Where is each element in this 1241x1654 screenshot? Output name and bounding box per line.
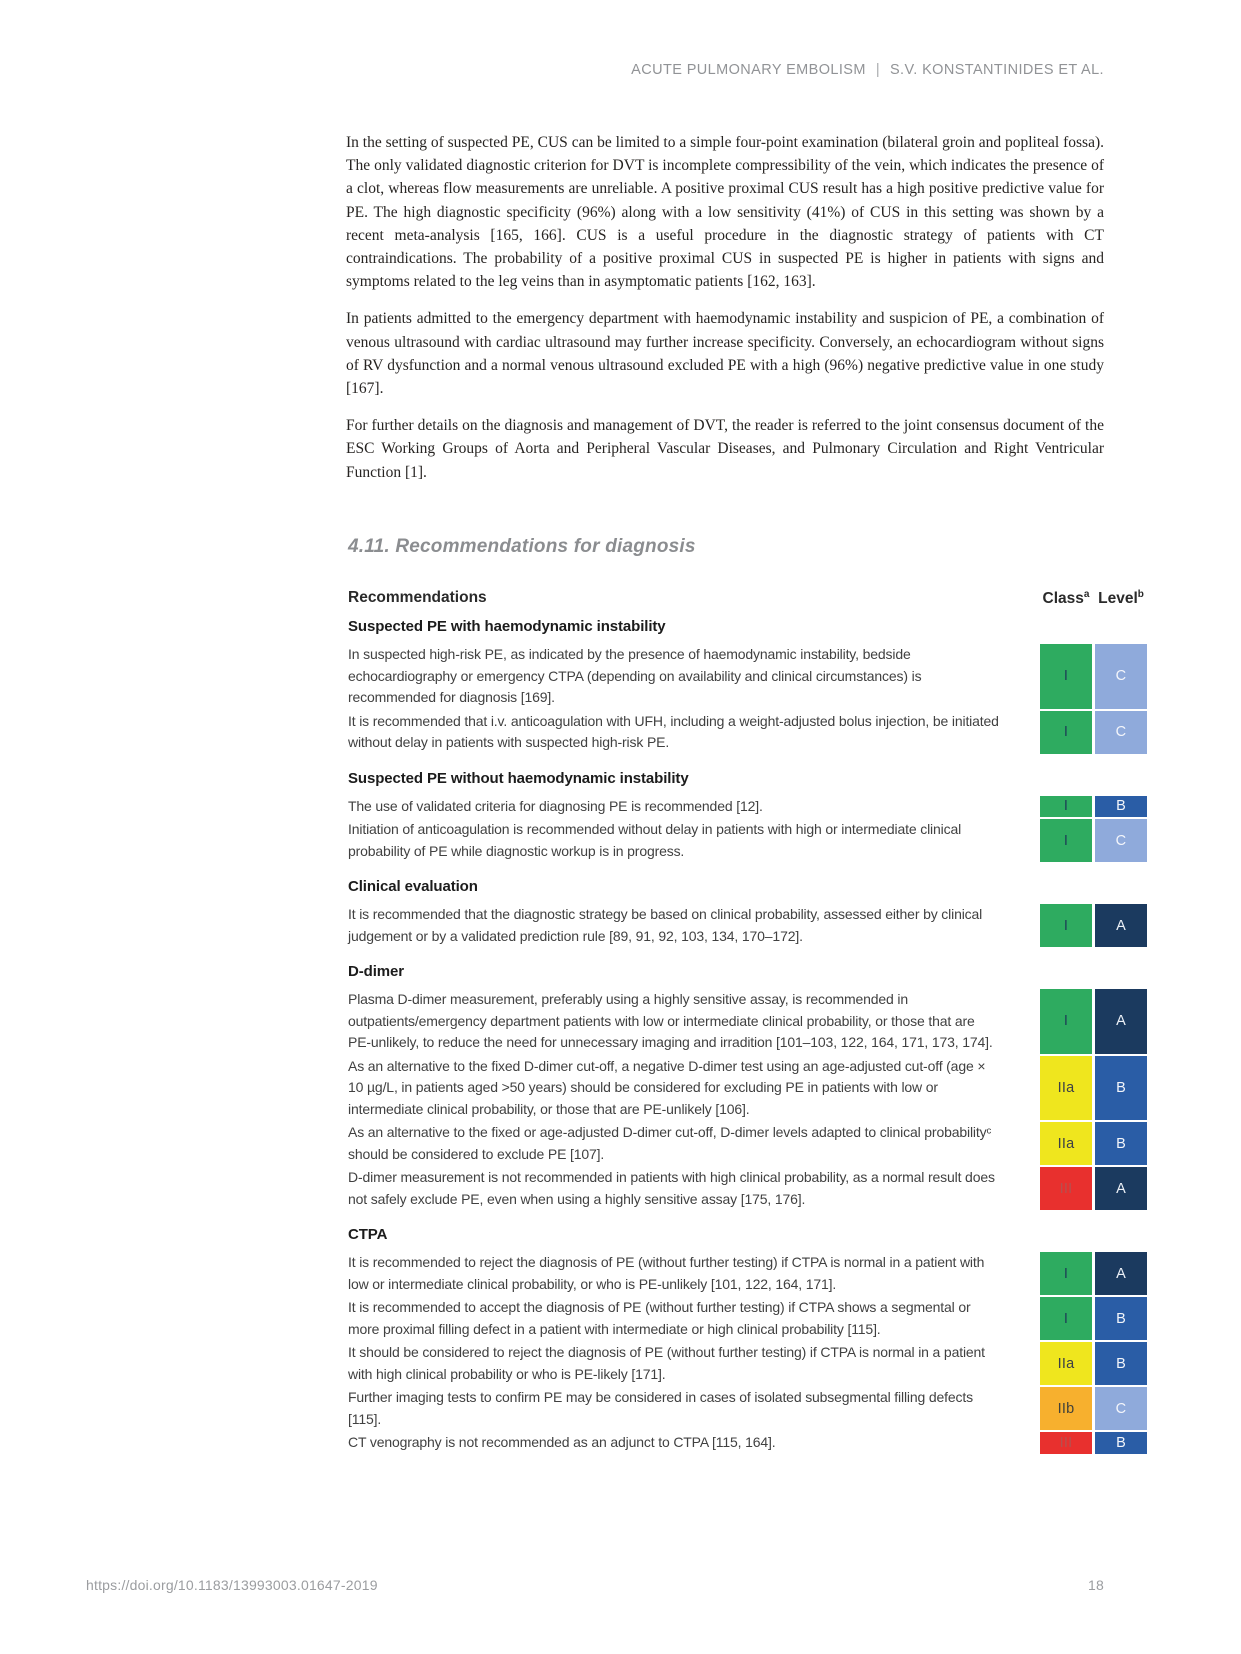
table-section-title: Clinical evaluation — [348, 878, 478, 896]
level-chip: C — [1095, 644, 1147, 709]
running-head-separator: | — [875, 62, 880, 78]
recommendation-text: It is recommended to accept the diagnosis of PE (without further testing) if CTPA shows a segmental or more proximal filling defect in a patient with intermediate or high clinical probability [115]. — [348, 1299, 971, 1337]
recommendation-text: Plasma D-dimer measurement, preferably using a highly sensitive assay, is recommended in outpatients/emergency department patients with low or intermediate clinical probability, or those that are PE-unlikely, to reduce the need for unnecessary imaging and irradition [101–103, 122, 164, 171, 173, 174]. — [348, 991, 993, 1051]
table-header-row — [348, 589, 1147, 608]
class-level-chips — [1040, 1122, 1147, 1165]
table-section-rows — [348, 1252, 1147, 1454]
page-footer — [86, 1577, 1104, 1593]
level-chip: B — [1095, 1056, 1147, 1121]
doi-link[interactable]: https://doi.org/10.1183/13993003.01647-2019 — [86, 1577, 378, 1593]
table-row — [348, 1387, 1147, 1430]
class-level-chips — [1040, 1252, 1147, 1295]
level-chip: C — [1095, 711, 1147, 754]
level-chip: B — [1095, 1432, 1147, 1454]
recommendation-text: As an alternative to the fixed D-dimer cut-off, a negative D-dimer test using an age-adjusted cut-off (age × 10 µg/L, in patients aged >50 years) should be considered for excluding PE in patients with low or intermediate clinical probability, or those that are PE-unlikely [106]. — [348, 1057, 986, 1117]
level-chip: A — [1095, 989, 1147, 1054]
class-chip: I — [1040, 1252, 1092, 1295]
table-row — [348, 1167, 1147, 1210]
class-level-chips — [1040, 819, 1147, 862]
class-chip: I — [1040, 1297, 1092, 1340]
class-chip: IIb — [1040, 1387, 1092, 1430]
column-header-level: Level$^b$ — [1098, 589, 1144, 608]
class-level-chips — [1040, 989, 1147, 1054]
class-chip: I — [1040, 904, 1092, 947]
class-chip: I — [1040, 711, 1092, 754]
class-chip: IIa — [1040, 1342, 1092, 1385]
recommendation-text: It is recommended that i.v. anticoagulation with UFH, including a weight-adjusted bolus injection, be initiated without delay in patients with suspected high-risk PE. — [348, 712, 999, 751]
class-level-chips — [1040, 1387, 1147, 1430]
recommendation-text: D-dimer measurement is not recommended in patients with high clinical probability, as a normal result does not safely exclude PE, even when using a highly sensitive assay [175, 176]. — [348, 1169, 995, 1207]
class-level-chips — [1040, 1432, 1147, 1454]
column-header-class: Class$^a$ — [1042, 589, 1090, 608]
level-chip: B — [1095, 1342, 1147, 1385]
class-level-chips — [1040, 1342, 1147, 1385]
class-chip: IIa — [1040, 1056, 1092, 1121]
table-row — [348, 1342, 1147, 1385]
table-section-rows — [348, 989, 1147, 1210]
table-section-title: Suspected PE with haemodynamic instability — [348, 618, 666, 636]
table-row — [348, 796, 1147, 818]
recommendation-text: In suspected high-risk PE, as indicated by the presence of haemodynamic instability, bedside echocardiography or emergency CTPA (depending on availability and clinical circumstances) is recommended for diagnosis [169]. — [348, 646, 922, 706]
class-level-chips — [1040, 1056, 1147, 1121]
class-chip: I — [1040, 796, 1092, 818]
paragraph: For further details on the diagnosis and management of DVT, the reader is referred to the joint consensus document of the ESC Working Groups of Aorta and Peripheral Vascular Diseases, and Pulmonary Circulation and Right Ventricular Function [1]. — [346, 417, 1104, 481]
level-chip: B — [1095, 796, 1147, 818]
level-chip: A — [1095, 1252, 1147, 1295]
paragraph: In the setting of suspected PE, CUS can be limited to a simple four-point examination (bilateral groin and popliteal fossa). The only validated diagnostic criterion for DVT is incomplete compressibility of the vein, which indicates the presence of a clot, whereas flow measurements are unreliable. A positive proximal CUS result has a high positive predictive value for PE. The high diagnostic specificity (96%) along with a low sensitivity (41%) of CUS in this setting was shown by a recent meta-analysis [165, 166]. CUS is a useful procedure in the diagnostic strategy of patients with CT contraindications. The probability of a positive proximal CUS in suspected PE is higher in patients with signs and symptoms related to the leg veins than in asymptomatic patients [162, 163]. — [346, 134, 1104, 291]
table-row — [348, 1122, 1147, 1165]
class-chip: I — [1040, 989, 1092, 1054]
class-chip: I — [1040, 644, 1092, 709]
class-footnote-marker: a — [1083, 589, 1090, 600]
class-chip: III — [1040, 1167, 1092, 1210]
recommendation-text: Initiation of anticoagulation is recommended without delay in patients with high or intermediate clinical probability of PE while diagnostic workup is in progress. — [348, 821, 962, 859]
table-row — [348, 1432, 1147, 1454]
recommendations-table — [348, 589, 1147, 1454]
column-header-recommendations: Recommendations — [348, 589, 487, 606]
recommendation-text: It is recommended that the diagnostic strategy be based on clinical probability, assessed either by clinical judgement or by a validated prediction rule [89, 91, 92, 103, 134, 170–172]. — [348, 906, 983, 944]
table-row — [348, 1297, 1147, 1340]
class-level-headers — [1040, 589, 1147, 608]
table-section-rows — [348, 644, 1147, 754]
level-chip: C — [1095, 1387, 1147, 1430]
class-level-chips — [1040, 1167, 1147, 1210]
level-chip: A — [1095, 1167, 1147, 1210]
running-head-title: ACUTE PULMONARY EMBOLISM — [631, 62, 866, 78]
table-section-rows — [348, 904, 1147, 947]
class-level-chips — [1040, 711, 1147, 754]
class-chip: III — [1040, 1432, 1092, 1454]
table-row — [348, 711, 1147, 754]
recommendation-text: As an alternative to the fixed or age-adjusted D-dimer cut-off, D-dimer levels adapted to clinical probabilityᶜ should be considered to exclude PE [107]. — [348, 1124, 992, 1162]
level-chip: A — [1095, 904, 1147, 947]
table-row — [348, 904, 1147, 947]
table-section-title: D-dimer — [348, 963, 404, 981]
class-level-chips — [1040, 796, 1147, 818]
recommendation-text: It should be considered to reject the diagnosis of PE (without further testing) if CTPA is normal in a patient with high clinical probability or who is PE-likely [171]. — [348, 1344, 985, 1382]
body-text-column — [346, 131, 1104, 498]
table-section-title: CTPA — [348, 1226, 388, 1244]
recommendation-text: It is recommended to reject the diagnosis of PE (without further testing) if CTPA is normal in a patient with low or intermediate clinical probability, or who is PE-unlikely [101, 122, 164, 171]. — [348, 1254, 985, 1292]
level-chip: B — [1095, 1297, 1147, 1340]
level-chip: C — [1095, 819, 1147, 862]
table-row — [348, 989, 1147, 1054]
table-section-rows — [348, 796, 1147, 863]
running-head — [631, 62, 1104, 78]
table-section-title: Suspected PE without haemodynamic instability — [348, 769, 689, 787]
paragraph: In patients admitted to the emergency department with haemodynamic instability and suspicion of PE, a combination of venous ultrasound with cardiac ultrasound may further increase specificity. Conversely, an echocardiogram without signs of RV dysfunction and a normal venous ultrasound excluded PE with a high (96%) negative predictive value in one study [167]. — [346, 310, 1104, 398]
table-row — [348, 1252, 1147, 1295]
running-head-authors: S.V. KONSTANTINIDES ET AL. — [889, 62, 1104, 78]
table-body — [348, 618, 1147, 1454]
recommendation-text: Further imaging tests to confirm PE may be considered in cases of isolated subsegmental filling defects [115]. — [348, 1389, 973, 1427]
level-chip: B — [1095, 1122, 1147, 1165]
class-chip: IIa — [1040, 1122, 1092, 1165]
recommendation-text: CT venography is not recommended as an adjunct to CTPA [115, 164]. — [348, 1434, 776, 1451]
recommendation-text: The use of validated criteria for diagnosing PE is recommended [12]. — [348, 797, 763, 814]
table-row — [348, 819, 1147, 862]
page-number: 18 — [1088, 1577, 1104, 1593]
class-level-chips — [1040, 1297, 1147, 1340]
class-chip: I — [1040, 819, 1092, 862]
table-row — [348, 1056, 1147, 1121]
class-level-chips — [1040, 644, 1147, 709]
class-level-chips — [1040, 904, 1147, 947]
table-row — [348, 644, 1147, 709]
section-heading: 4.11. Recommendations for diagnosis — [348, 536, 696, 557]
level-footnote-marker: b — [1137, 589, 1144, 600]
